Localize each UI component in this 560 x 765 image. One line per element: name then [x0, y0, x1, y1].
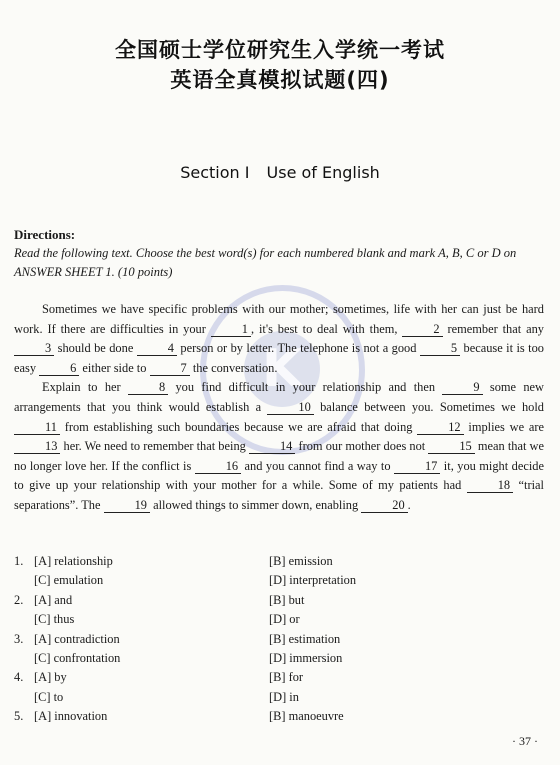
watermark-k-glyph: K: [261, 339, 303, 399]
option-b: [B] for: [269, 670, 304, 685]
passage-text: allowed things to simmer down, enabling: [149, 497, 362, 512]
question-number: 1.: [14, 554, 24, 568]
blank-4: 4: [137, 341, 177, 356]
passage-text: should be done: [54, 341, 137, 356]
option-b: [B] emission: [269, 554, 333, 568]
passage-text: remember that any: [442, 321, 544, 336]
exam-title: 全国硕士学位研究生入学统一考试: [115, 38, 445, 62]
option-row: [14, 709, 544, 728]
blank-10: 10: [267, 400, 313, 415]
blank-2: 2: [402, 322, 442, 337]
option-row: [14, 670, 544, 689]
question-number: 4.: [14, 670, 24, 685]
option-d: [D] or: [269, 612, 300, 627]
option-d: [D] interpretation: [269, 573, 357, 588]
passage-paragraph-1: [14, 300, 544, 378]
passage-text: either side to: [79, 360, 150, 375]
blank-16: 16: [195, 459, 241, 474]
passage-text: because it is too easy: [14, 341, 544, 375]
section-name: Use of English: [266, 163, 380, 182]
passage-text: from our mother does not: [295, 439, 429, 454]
option-b: [B] manoeuvre: [269, 709, 344, 724]
option-row: [14, 573, 544, 592]
option-b: [B] but: [269, 592, 305, 607]
option-c: [C] to: [34, 689, 64, 704]
passage-text: from establishing such boundaries because we are afraid that doing: [59, 419, 418, 434]
option-a: 1. [A] relationship: [14, 554, 113, 568]
question-number: 5.: [14, 709, 24, 724]
passage-paragraph-2: [14, 378, 544, 515]
blank-9: 9: [442, 380, 482, 395]
blank-1: 1: [211, 322, 251, 337]
option-a: 4. [A] by: [14, 670, 67, 685]
passage-text: implies we are: [463, 419, 544, 434]
option-a: 5. [A] innovation: [14, 709, 108, 724]
option-c: [C] thus: [34, 612, 75, 627]
option-row: [14, 593, 544, 612]
blank-13: 13: [14, 439, 60, 454]
passage-text: Sometimes we have specific problems with our mother; sometimes, life with her can just be hard work. If there are difficulties in your: [14, 302, 544, 336]
option-a: 2. [A] and: [14, 592, 73, 607]
answer-options: [14, 554, 544, 729]
blank-5: 5: [420, 341, 460, 356]
passage-text: , it's best to deal with them,: [250, 321, 403, 336]
blank-18: 18: [467, 478, 513, 493]
passage-text: you find difficult in your relationship and then: [168, 380, 443, 395]
option-b: [B] estimation: [269, 631, 341, 646]
blank-14: 14: [249, 439, 295, 454]
blank-11: 11: [14, 420, 60, 435]
section-number: Section Ⅰ: [180, 163, 250, 182]
passage-text: and you cannot find a way to: [241, 458, 394, 473]
blank-7: 7: [150, 361, 190, 376]
option-row: [14, 690, 544, 709]
exam-subtitle: 英语全真模拟试题(四): [170, 68, 390, 92]
blank-15: 15: [428, 439, 474, 454]
option-d: [D] immersion: [269, 650, 343, 665]
question-number: 3.: [14, 631, 24, 646]
blank-8: 8: [128, 380, 168, 395]
blank-17: 17: [394, 459, 440, 474]
option-row: [14, 632, 544, 651]
passage-text: “trial separations”. The: [14, 478, 544, 512]
option-c: [C] emulation: [34, 573, 104, 588]
option-c: [C] confrontation: [34, 650, 121, 665]
blank-19: 19: [104, 498, 150, 513]
passage-text: person or by letter. The telephone is not a good: [176, 341, 420, 356]
question-number: 2.: [14, 592, 24, 607]
option-d: [D] in: [269, 689, 299, 704]
passage-text: .: [407, 497, 411, 512]
blank-6: 6: [39, 361, 79, 376]
directions-text: Read the following text. Choose the best word(s) for each numbered blank and mark A, B, C or D on ANSWER SHEET 1. (10 points): [14, 246, 517, 279]
blank-3: 3: [14, 341, 54, 356]
page-number: · 37 ·: [512, 734, 538, 748]
passage-text: her. We need to remember that being: [60, 439, 249, 454]
cloze-passage: [14, 300, 544, 516]
directions-heading: Directions:: [14, 227, 76, 242]
section-heading: [0, 163, 560, 182]
passage-text: balance between you. Sometimes we hold: [313, 399, 544, 414]
option-a: 3. [A] contradiction: [14, 631, 120, 646]
blank-20: 20: [361, 498, 407, 513]
passage-text: some new arrangements that you think would establish a: [14, 380, 544, 414]
option-row: [14, 554, 544, 573]
passage-text: Explain to her: [42, 380, 128, 395]
passage-text: mean that we no longer love her. If the conflict is: [14, 439, 544, 473]
passage-text: it, you might decide to give up your relationship with your mother for a while. Some of my patients had: [14, 458, 544, 493]
blank-12: 12: [417, 420, 463, 435]
option-row: [14, 651, 544, 670]
passage-text: the conversation.: [189, 360, 278, 375]
option-row: [14, 612, 544, 631]
